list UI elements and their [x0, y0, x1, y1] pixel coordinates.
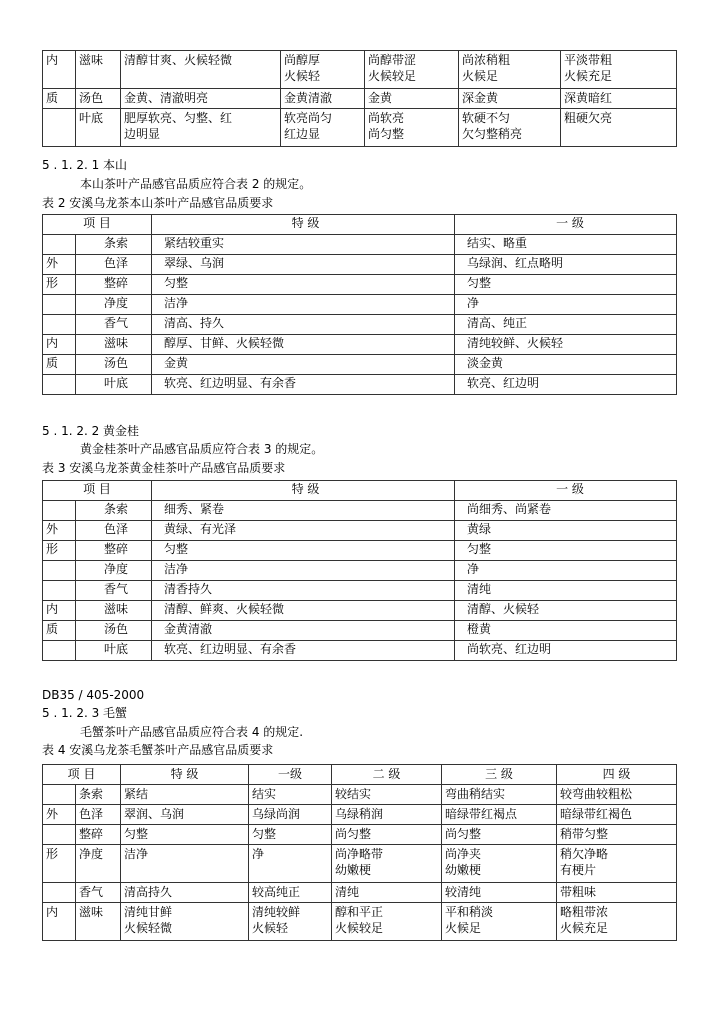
- table-3-huangjingui: [42, 480, 677, 661]
- item-name-cell: 色泽: [76, 521, 152, 541]
- grade-value-cell: 软亮、红边明显、有余香: [152, 375, 455, 395]
- table-row: [43, 581, 677, 601]
- grade-value-cell: 粗硬欠亮: [561, 109, 677, 147]
- header-grade-cell: 特 级: [121, 765, 249, 785]
- row-group-cell: [43, 501, 76, 521]
- grade-value-cell: 软亮、红边明: [455, 375, 677, 395]
- table-row: [43, 235, 677, 255]
- grade-value-cell: 乌绿润、红点略明: [455, 255, 677, 275]
- grade-value-cell: 清高持久: [121, 883, 249, 903]
- table-2-caption: 表 2 安溪乌龙茶本山茶叶产品感官品质要求: [42, 196, 274, 210]
- header-grade-cell: 四 级: [557, 765, 677, 785]
- table-4-maoxie: [42, 764, 677, 941]
- grade-value-cell: 稍欠净略 有梗片: [557, 845, 677, 883]
- table-row: [43, 541, 677, 561]
- item-name-cell: 叶底: [76, 375, 152, 395]
- row-group-cell: [43, 375, 76, 395]
- row-group-cell: 内: [43, 335, 76, 355]
- item-name-cell: 净度: [76, 295, 152, 315]
- grade-value-cell: 较弯曲较粗松: [557, 785, 677, 805]
- row-group-cell: 形: [43, 541, 76, 561]
- header-grade-cell: 一 级: [455, 215, 677, 235]
- grade-value-cell: 尚细秀、尚紧卷: [455, 501, 677, 521]
- grade-value-cell: 尚软亮、红边明: [455, 641, 677, 661]
- grade-value-cell: 洁净: [152, 295, 455, 315]
- grade-value-cell: 稍带匀整: [557, 825, 677, 845]
- row-group-cell: [43, 883, 76, 903]
- section-heading-benshan: 5 . 1. 2. 1 本山: [42, 158, 128, 172]
- grade-value-cell: 较结实: [332, 785, 442, 805]
- table-1-continuation: [42, 50, 677, 147]
- grade-value-cell: 净: [455, 295, 677, 315]
- row-group-cell: 外: [43, 805, 76, 825]
- grade-value-cell: 净: [455, 561, 677, 581]
- header-grade-cell: 一 级: [455, 481, 677, 501]
- grade-value-cell: 清高、持久: [152, 315, 455, 335]
- row-group-cell: [43, 235, 76, 255]
- row-group-cell: 内: [43, 601, 76, 621]
- row-group-cell: 质: [43, 89, 76, 109]
- item-name-cell: 整碎: [76, 825, 121, 845]
- row-group-cell: 外: [43, 255, 76, 275]
- row-group-cell: [43, 561, 76, 581]
- grade-value-cell: 翠润、乌润: [121, 805, 249, 825]
- item-name-cell: 色泽: [76, 255, 152, 275]
- grade-value-cell: 醇和平正 火候较足: [332, 903, 442, 941]
- grade-value-cell: 尚软亮 尚匀整: [365, 109, 459, 147]
- row-group-cell: [43, 581, 76, 601]
- grade-value-cell: 清纯较鲜 火候轻: [249, 903, 332, 941]
- header-grade-cell: 二 级: [332, 765, 442, 785]
- row-group-cell: [43, 295, 76, 315]
- row-group-cell: [43, 641, 76, 661]
- grade-value-cell: 匀整: [455, 275, 677, 295]
- grade-value-cell: 尚浓稍粗 火候足: [459, 51, 561, 89]
- grade-value-cell: 软亮、红边明显、有余香: [152, 641, 455, 661]
- table-row: [43, 521, 677, 541]
- row-group-cell: 质: [43, 355, 76, 375]
- item-name-cell: 净度: [76, 561, 152, 581]
- grade-value-cell: 金黄: [152, 355, 455, 375]
- grade-value-cell: 淡金黄: [455, 355, 677, 375]
- item-name-cell: 条索: [76, 501, 152, 521]
- grade-value-cell: 清纯: [455, 581, 677, 601]
- grade-value-cell: 清醇、鲜爽、火候轻微: [152, 601, 455, 621]
- grade-value-cell: 翠绿、乌润: [152, 255, 455, 275]
- grade-value-cell: 深黄暗红: [561, 89, 677, 109]
- item-name-cell: 条索: [76, 785, 121, 805]
- grade-value-cell: 清香持久: [152, 581, 455, 601]
- grade-value-cell: 尚醇厚 火候轻: [281, 51, 365, 89]
- grade-value-cell: 弯曲稍结实: [442, 785, 557, 805]
- section-paragraph-huangjingui: 黄金桂茶叶产品感官品质应符合表 3 的规定。: [80, 442, 324, 456]
- grade-value-cell: 平和稍淡 火候足: [442, 903, 557, 941]
- grade-value-cell: 平淡带粗 火候充足: [561, 51, 677, 89]
- table-row: [43, 335, 677, 355]
- grade-value-cell: 肥厚软亮、匀整、红 边明显: [121, 109, 281, 147]
- table-row: [43, 355, 677, 375]
- row-group-cell: 内: [43, 903, 76, 941]
- grade-value-cell: 黄绿、有光泽: [152, 521, 455, 541]
- table-row: [43, 903, 677, 941]
- header-grade-cell: 三 级: [442, 765, 557, 785]
- table-4-caption: 表 4 安溪乌龙茶毛蟹茶叶产品感官品质要求: [42, 743, 274, 757]
- grade-value-cell: 匀整: [152, 541, 455, 561]
- grade-value-cell: 乌绿稍润: [332, 805, 442, 825]
- grade-value-cell: 净: [249, 845, 332, 883]
- table-row: [43, 275, 677, 295]
- table-row: [43, 825, 677, 845]
- item-name-cell: 叶底: [76, 641, 152, 661]
- item-name-cell: 叶底: [76, 109, 121, 147]
- grade-value-cell: 较清纯: [442, 883, 557, 903]
- grade-value-cell: 带粗味: [557, 883, 677, 903]
- grade-value-cell: 金黄、清澈明亮: [121, 89, 281, 109]
- grade-value-cell: 洁净: [152, 561, 455, 581]
- grade-value-cell: 匀整: [455, 541, 677, 561]
- grade-value-cell: 紧结: [121, 785, 249, 805]
- grade-value-cell: 尚匀整: [442, 825, 557, 845]
- section-heading-maoxie: 5 . 1. 2. 3 毛蟹: [42, 706, 128, 720]
- table-2-benshan: [42, 214, 677, 395]
- grade-value-cell: 暗绿带红褐点: [442, 805, 557, 825]
- grade-value-cell: 金黄: [365, 89, 459, 109]
- table-row: [43, 89, 677, 109]
- grade-value-cell: 匀整: [249, 825, 332, 845]
- grade-value-cell: 清纯: [332, 883, 442, 903]
- grade-value-cell: 清醇甘爽、火候轻微: [121, 51, 281, 89]
- row-group-cell: [43, 315, 76, 335]
- grade-value-cell: 细秀、紧卷: [152, 501, 455, 521]
- table-row: [43, 295, 677, 315]
- table-row: [43, 641, 677, 661]
- header-grade-cell: 一级: [249, 765, 332, 785]
- header-item-cell: 项 目: [43, 765, 121, 785]
- row-group-cell: 外: [43, 521, 76, 541]
- grade-value-cell: 清纯甘鲜 火候轻微: [121, 903, 249, 941]
- header-item-cell: 项 目: [43, 481, 152, 501]
- grade-value-cell: 洁净: [121, 845, 249, 883]
- item-name-cell: 香气: [76, 581, 152, 601]
- table-row: [43, 845, 677, 883]
- table-3-caption: 表 3 安溪乌龙茶黄金桂茶叶产品感官品质要求: [42, 461, 286, 475]
- item-name-cell: 汤色: [76, 355, 152, 375]
- row-group-cell: [43, 825, 76, 845]
- grade-value-cell: 略粗带浓 火候充足: [557, 903, 677, 941]
- row-group-cell: 形: [43, 275, 76, 295]
- table-row: [43, 255, 677, 275]
- table-row: [43, 561, 677, 581]
- item-name-cell: 香气: [76, 315, 152, 335]
- grade-value-cell: 结实: [249, 785, 332, 805]
- grade-value-cell: 尚匀整: [332, 825, 442, 845]
- grade-value-cell: 暗绿带红褐色: [557, 805, 677, 825]
- table-header-row: [43, 215, 677, 235]
- table-row: [43, 805, 677, 825]
- table-header-row: [43, 765, 677, 785]
- item-name-cell: 汤色: [76, 621, 152, 641]
- item-name-cell: 滋味: [76, 601, 152, 621]
- grade-value-cell: 清纯较鲜、火候轻: [455, 335, 677, 355]
- row-group-cell: [43, 109, 76, 147]
- item-name-cell: 条索: [76, 235, 152, 255]
- table-row: [43, 51, 677, 89]
- row-group-cell: [43, 785, 76, 805]
- grade-value-cell: 紧结较重实: [152, 235, 455, 255]
- row-group-cell: 内: [43, 51, 76, 89]
- grade-value-cell: 匀整: [152, 275, 455, 295]
- table-row: [43, 621, 677, 641]
- table-row: [43, 501, 677, 521]
- item-name-cell: 色泽: [76, 805, 121, 825]
- grade-value-cell: 金黄清澈: [281, 89, 365, 109]
- grade-value-cell: 尚醇带涩 火候较足: [365, 51, 459, 89]
- grade-value-cell: 尚净夹 幼嫩梗: [442, 845, 557, 883]
- header-item-cell: 项 目: [43, 215, 152, 235]
- table-row: [43, 601, 677, 621]
- grade-value-cell: 匀整: [121, 825, 249, 845]
- item-name-cell: 净度: [76, 845, 121, 883]
- section-heading-huangjingui: 5 . 1. 2. 2 黄金桂: [42, 424, 140, 438]
- table-row: [43, 375, 677, 395]
- grade-value-cell: 橙黄: [455, 621, 677, 641]
- row-group-cell: 质: [43, 621, 76, 641]
- item-name-cell: 香气: [76, 883, 121, 903]
- section-paragraph-maoxie: 毛蟹茶叶产品感官品质应符合表 4 的规定.: [80, 725, 304, 739]
- table-header-row: [43, 481, 677, 501]
- table-row: [43, 315, 677, 335]
- grade-value-cell: 较高纯正: [249, 883, 332, 903]
- grade-value-cell: 结实、略重: [455, 235, 677, 255]
- table-row: [43, 785, 677, 805]
- grade-value-cell: 黄绿: [455, 521, 677, 541]
- item-name-cell: 滋味: [76, 903, 121, 941]
- item-name-cell: 滋味: [76, 335, 152, 355]
- grade-value-cell: 尚净略带 幼嫩梗: [332, 845, 442, 883]
- grade-value-cell: 软亮尚匀 红边显: [281, 109, 365, 147]
- table-row: [43, 883, 677, 903]
- item-name-cell: 滋味: [76, 51, 121, 89]
- grade-value-cell: 清醇、火候轻: [455, 601, 677, 621]
- grade-value-cell: 软硬不匀 欠匀整稍亮: [459, 109, 561, 147]
- grade-value-cell: 金黄清澈: [152, 621, 455, 641]
- document-code: DB35 / 405-2000: [42, 688, 145, 702]
- grade-value-cell: 乌绿尚润: [249, 805, 332, 825]
- section-paragraph-benshan: 本山茶叶产品感官品质应符合表 2 的规定。: [80, 177, 312, 191]
- grade-value-cell: 清高、纯正: [455, 315, 677, 335]
- item-name-cell: 整碎: [76, 275, 152, 295]
- row-group-cell: 形: [43, 845, 76, 883]
- header-grade-cell: 特 级: [152, 481, 455, 501]
- header-grade-cell: 特 级: [152, 215, 455, 235]
- grade-value-cell: 醇厚、甘鲜、火候轻微: [152, 335, 455, 355]
- table-row: [43, 109, 677, 147]
- item-name-cell: 整碎: [76, 541, 152, 561]
- grade-value-cell: 深金黄: [459, 89, 561, 109]
- item-name-cell: 汤色: [76, 89, 121, 109]
